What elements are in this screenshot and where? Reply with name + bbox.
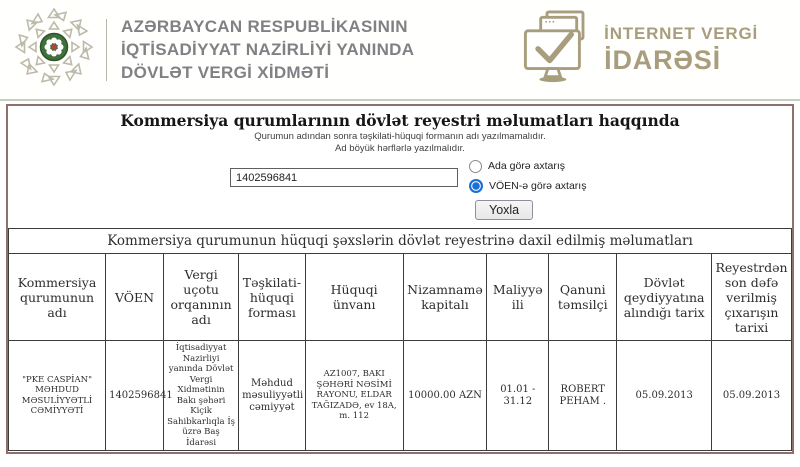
cell-registration-date: 05.09.2013 — [617, 341, 712, 451]
search-form — [8, 154, 792, 228]
radio-search-by-voen[interactable] — [469, 176, 586, 196]
monitor-check-icon — [520, 7, 592, 92]
col-header-tax-authority: Vergi uçotu orqanının adı — [164, 254, 239, 341]
cell-charter-capital: 10000.00 AZN — [403, 341, 487, 451]
radio-checked-icon[interactable] — [469, 179, 483, 193]
registry-search-panel — [6, 104, 794, 454]
cell-legal-representative: ROBERT PEHAM . — [549, 341, 617, 451]
cell-last-extract-date: 05.09.2013 — [712, 341, 792, 451]
portal-name — [604, 24, 758, 76]
cell-legal-address: AZ1007, BAKI ŞƏHƏRİ NƏSİMİ RAYONU, ELDAR TAĞIZADƏ, ev 18A, m. 112 — [305, 341, 403, 451]
agency-name — [121, 15, 414, 84]
agency-name-line1: AZƏRBAYCAN RESPUBLİKASININ — [121, 17, 408, 36]
cell-voen: 1402596841 — [106, 341, 164, 451]
page-title: Kommersiya qurumlarının dövlət reyestri məlumatları haqqında — [120, 111, 680, 130]
registry-table — [8, 228, 792, 451]
col-header-last-extract-date: Reyestrdən son dəfə verilmiş çıxarışın tarixi — [712, 254, 792, 341]
col-header-legal-address: Hüquqi ünvanı — [305, 254, 403, 341]
site-header — [0, 0, 800, 101]
table-header-row — [9, 254, 792, 341]
radio-search-by-name-label: Ada görə axtarış — [488, 160, 566, 172]
portal-name-line1: İNTERNET VERGİ — [604, 23, 758, 43]
col-header-legal-representative: Qanuni təmsilçi — [549, 254, 617, 341]
cell-legal-form: Məhdud məsuliyyətli cəmiyyət — [239, 341, 306, 451]
col-header-legal-form: Təşkilati-hüquqi forması — [239, 254, 306, 341]
radio-unchecked-icon[interactable] — [469, 160, 482, 173]
agency-name-line3: DÖVLƏT VERGİ XİDMƏTİ — [121, 63, 330, 82]
cell-tax-authority: İqtisadiyyat Nazirliyi yanında Dövlət Vergi Xidmətinin Bakı şəhəri Kiçik Sahibkarlıqla İş üzrə Baş İdarəsi — [164, 341, 239, 451]
portal-brand — [520, 7, 776, 92]
table-caption-row — [9, 229, 792, 254]
check-button[interactable]: Yoxla — [475, 200, 533, 220]
cell-company-name: "PKE CASPİAN" MƏHDUD MƏSULİYYƏTLİ CƏMİYYƏTİ — [9, 341, 106, 451]
search-note-2: Ad böyük hərflərlə yazılmalıdır. — [335, 142, 465, 154]
col-header-charter-capital: Nizamnamə kapitalı — [403, 254, 487, 341]
agency-name-line2: İQTİSADİYYAT NAZİRLİYİ YANINDA — [121, 40, 415, 59]
header-divider — [106, 19, 107, 81]
cell-fiscal-year: 01.01 - 31.12 — [487, 341, 549, 451]
search-input[interactable] — [230, 168, 458, 187]
radio-search-by-name[interactable] — [469, 156, 586, 176]
col-header-registration-date: Dövlət qeydiyyatına alındığı tarix — [617, 254, 712, 341]
table-row — [9, 341, 792, 451]
search-note-1: Qurumun adından sonra təşkilati-hüquqi formanın adı yazılmamalıdır. — [254, 131, 546, 142]
radio-search-by-voen-label: VÖEN-ə görə axtarış — [489, 180, 587, 192]
state-emblem-icon — [12, 5, 96, 94]
portal-name-line2: İDARƏSİ — [604, 44, 721, 75]
search-mode-group — [469, 156, 586, 220]
col-header-company-name: Kommersiya qurumunun adı — [9, 254, 106, 341]
col-header-voen: VÖEN — [106, 254, 164, 341]
table-caption: Kommersiya qurumunun hüquqi şəxslərin dövlət reyestrinə daxil edilmiş məlumatları — [9, 229, 792, 254]
col-header-fiscal-year: Maliyyə ili — [487, 254, 549, 341]
